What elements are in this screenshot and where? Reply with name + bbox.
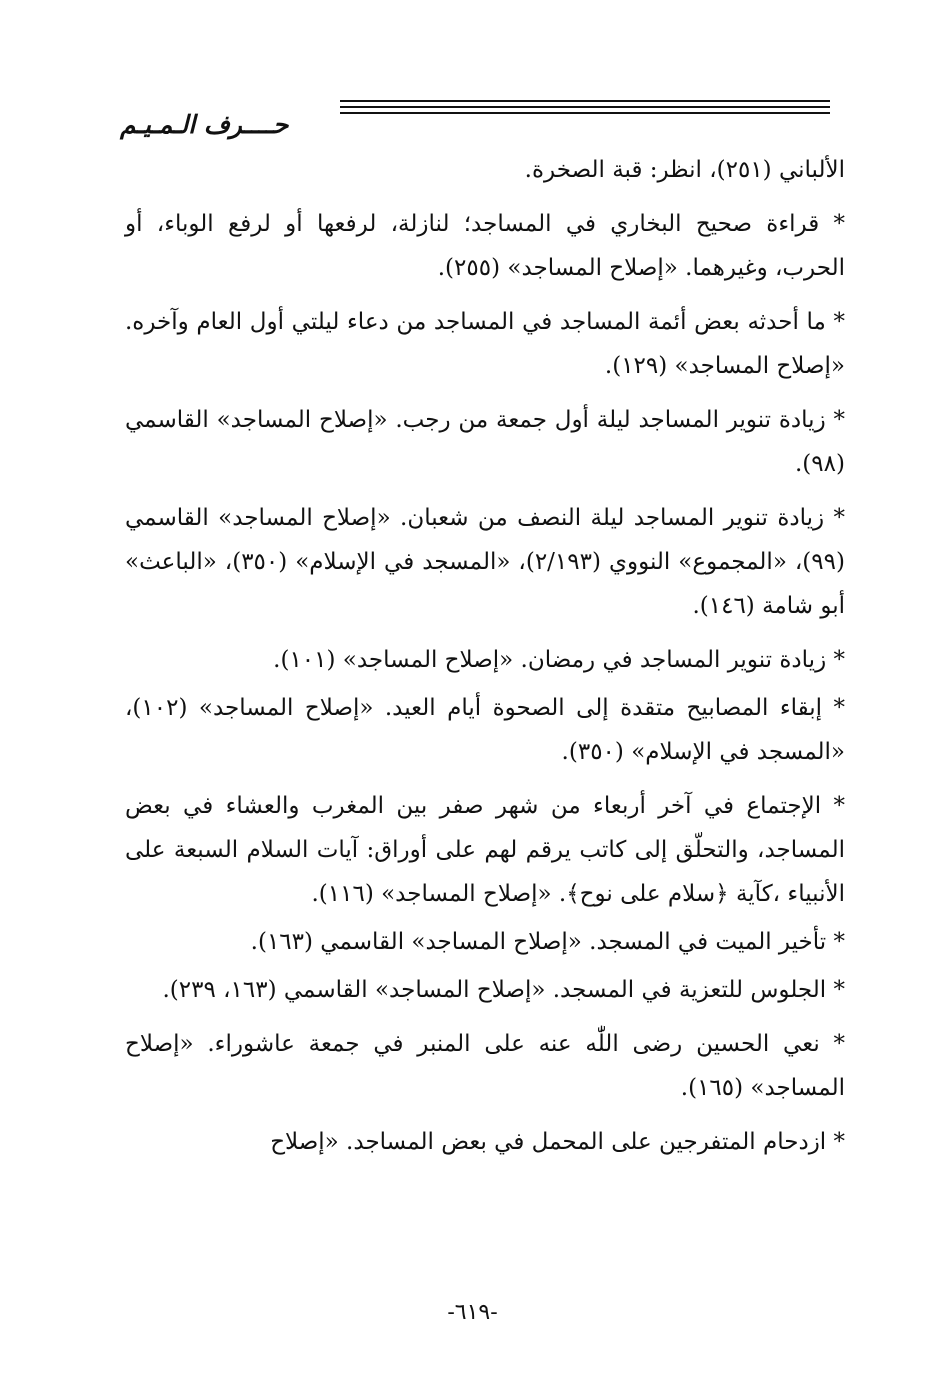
entry-shaban-lighting: * زيادة تنوير المساجد ليلة النصف من شعبان. «إصلاح المساجد» القاسمي (٩٩)، «المجموع» النووي (٢/١٩٣)، «المسجد في الإسلام» (٣٥٠)، «الباعث» أبو شامة (١٤٦). xyxy=(125,505,845,619)
entry-mahmal-crowding: * ازدحام المتفرجين على المحمل في بعض المساجد. «إصلاح xyxy=(270,1129,845,1155)
header-rule-top xyxy=(340,100,830,102)
entry-condolence-sitting: * الجلوس للتعزية في المسجد. «إصلاح المساجد» القاسمي (١٦٣، ٢٣٩). xyxy=(162,977,845,1003)
paragraph-1: الألباني (٢٥١)، انظر: قبة الصخرة. xyxy=(524,157,845,183)
entry-new-year-dua: * ما أحدثه بعض أئمة المساجد في المساجد من دعاء ليلتي أول العام وآخره. «إصلاح المساجد» (١٢٩). xyxy=(125,309,845,379)
entry-delaying-deceased: * تأخير الميت في المسجد. «إصلاح المساجد» القاسمي (١٦٣). xyxy=(250,929,845,955)
entry-eid-lamps: * إبقاء المصابيح متقدة إلى الصحوة أيام العيد. «إصلاح المساجد» (١٠٢)، «المسجد في الإسلام» (٣٥٠). xyxy=(125,695,845,765)
entry-rajab-lighting: * زيادة تنوير المساجد ليلة أول جمعة من رجب. «إصلاح المساجد» القاسمي (٩٨). xyxy=(125,407,845,477)
entry-ramadan-lighting: * زيادة تنوير المساجد في رمضان. «إصلاح المساجد» (١٠١). xyxy=(273,647,845,673)
header-rule-bottom xyxy=(340,112,830,114)
entry-husayn-eulogy: * نعي الحسين رضى اللّٰه عنه على المنبر في جمعة عاشوراء. «إصلاح المساجد» (١٦٥). xyxy=(125,1031,845,1101)
body-text xyxy=(125,148,845,1174)
page-number: -٦١٩- xyxy=(447,1300,498,1325)
chapter-title: حــــرف الـمـيـم xyxy=(120,110,289,139)
page-header xyxy=(110,92,830,142)
entry-bukhari-reading: * قراءة صحيح البخاري في المساجد؛ لنازلة، لرفعها أو لرفع الوباء، أو الحرب، وغيرهما. «إصلاح المساجد» (٢٥٥). xyxy=(125,211,845,281)
header-rule-middle xyxy=(340,106,830,108)
entry-safar-gathering: * الإجتماع في آخر أربعاء من شهر صفر بين المغرب والعشاء في بعض المساجد، والتحلّق إلى كاتب يرقم لهم على أوراق: آيات السلام السبعة على الأنبياء ،كآية ﴿سلام على نوح﴾. «إصلاح المساجد» (١١٦). xyxy=(125,793,845,907)
